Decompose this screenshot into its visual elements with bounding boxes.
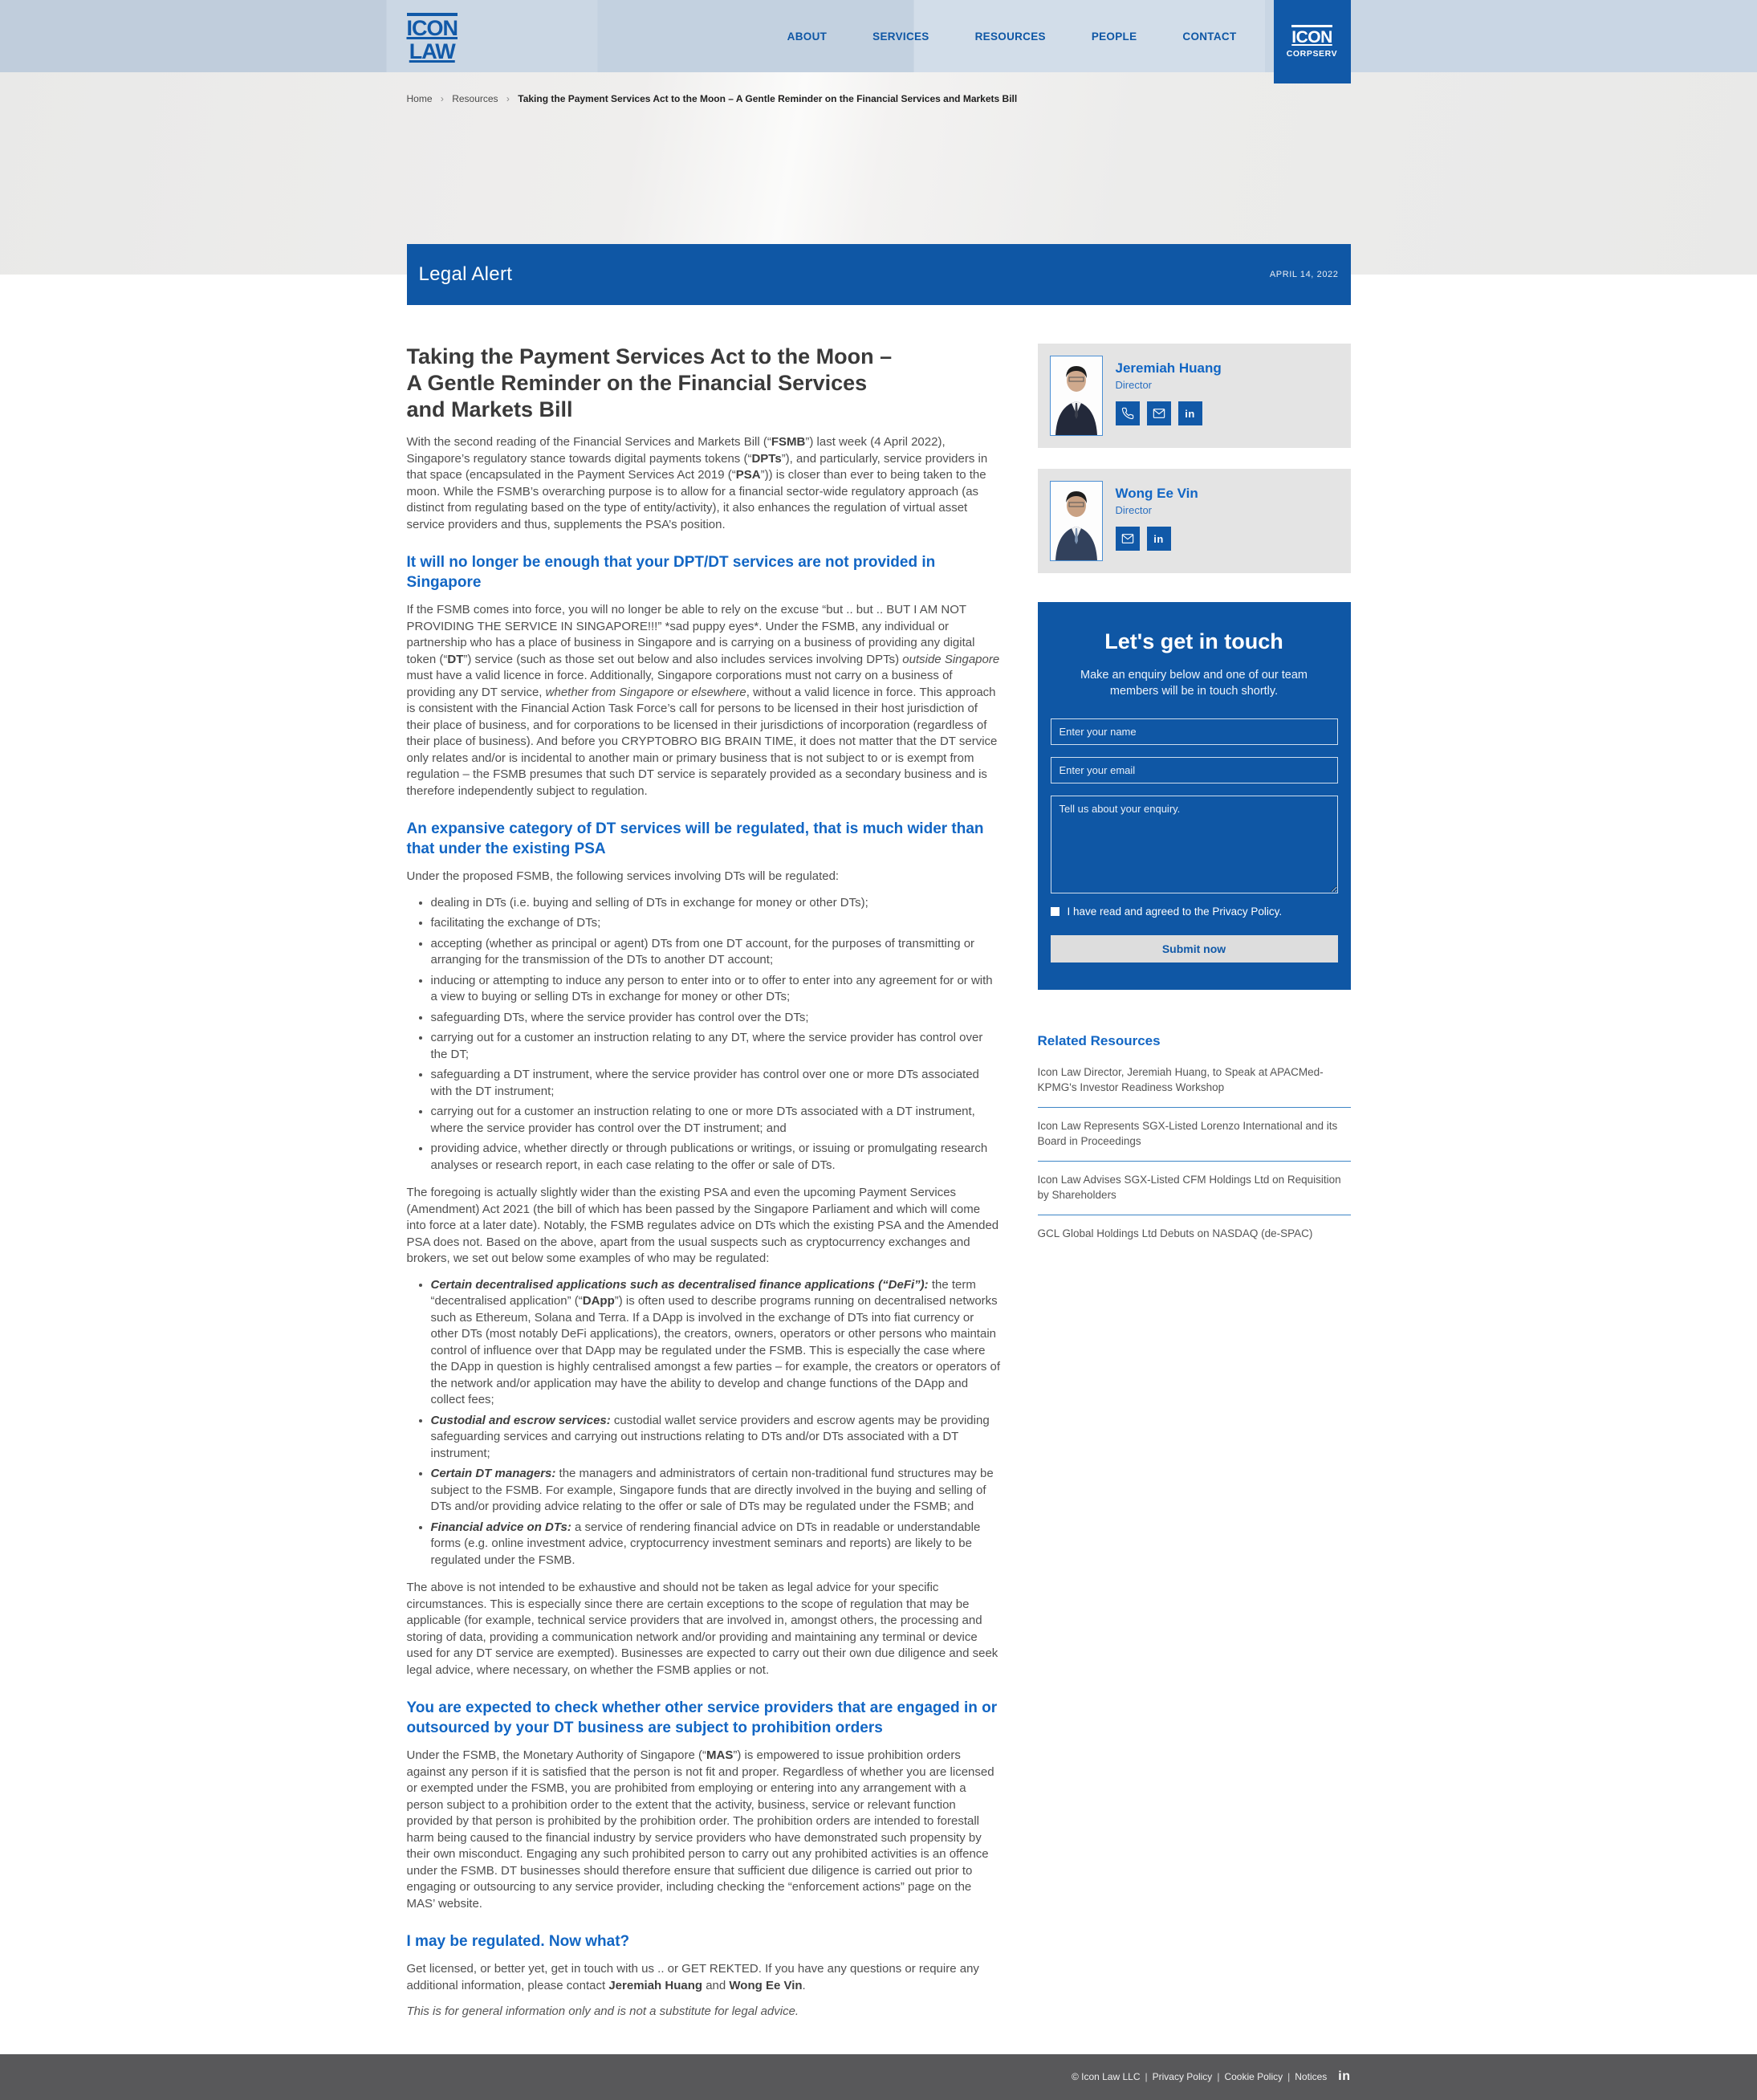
footer-link-notices[interactable]: | Notices: [1283, 2071, 1327, 2082]
related-resource-link[interactable]: Icon Law Advises SGX-Listed CFM Holdings Ltd on Requisition by Shareholders: [1038, 1162, 1351, 1215]
main-nav: [787, 31, 1237, 43]
list-item: • Certain DT managers: the managers and administrators of certain non-traditional fund structures may be subject to the FSMB. For example, Singapore funds that are directly involved in the buying and selling of DTs and/or providing advice relating to the offer or sale of DTs may be regulated under the FSMB; and: [431, 1466, 1003, 1516]
article-paragraph: With the second reading of the Financial Services and Markets Bill (“FSMB”) last week (4 April 2022), Singapore’s regulatory stance towards digital payments tokens (“DPTs”), and particularly, service providers in that space (encapsulated in the Payment Services Act 2019 (“PSA”)) is closer than ever to being taken to the moon. While the FSMB’s overarching purpose is to allow for a financial sector-wide regulatory approach (as distinct from regulating based on the type of entity/activity), it also enhances the regulation of virtual asset service providers and thus, supplements the PSA’s position.: [406, 435, 988, 531]
contact-form-subtitle: Make an enquiry below and one of our team members will be in touch shortly.: [1080, 669, 1308, 698]
sidebar: [1038, 344, 1351, 2030]
list-item: • safeguarding a DT instrument, where the service provider has control over one or more DTs associated with the DT instrument;: [431, 1067, 1003, 1100]
linkedin-icon[interactable]: in: [1338, 2069, 1351, 2083]
dt-services-list: [407, 895, 1003, 1174]
footer-link-cookie-policy[interactable]: | Cookie Policy: [1212, 2071, 1283, 2082]
article-date: APRIL 14, 2022: [1269, 270, 1339, 279]
person-name[interactable]: Jeremiah Huang: [1115, 360, 1222, 376]
breadcrumb-home[interactable]: Home: [406, 93, 433, 104]
article-title: Taking the Payment Services Act to the Moon – A Gentle Reminder on the Financial Services and Markets Bill: [406, 344, 893, 421]
breadcrumb-separator: ›: [506, 93, 510, 104]
email-icon[interactable]: [1147, 401, 1171, 425]
section-heading-3: You are expected to check whether other service providers that are engaged in or outsourced by your DT business are subject to prohibition orders: [406, 1699, 998, 1736]
email-input[interactable]: [1051, 757, 1338, 783]
person-card-wong-ee-vin: [1038, 469, 1351, 573]
phone-icon[interactable]: [1116, 401, 1140, 425]
person-title: Director: [1115, 379, 1153, 391]
related-resource-link[interactable]: Icon Law Director, Jeremiah Huang, to Speak at APACMed-KPMG's Investor Readiness Workshop: [1038, 1054, 1351, 1108]
submit-button[interactable]: Submit now: [1051, 935, 1338, 962]
site-footer: [0, 2054, 1757, 2100]
nav-item-about[interactable]: ABOUT: [787, 30, 828, 43]
breadcrumb-resources[interactable]: Resources: [452, 93, 498, 104]
logo-line-2: LAW: [409, 39, 455, 63]
article-paragraph: The above is not intended to be exhaustive and should not be taken as legal advice for your specific circumstances. This is especially since there are certain exceptions to the scope of regulation that may be applicable (for example, technical service providers that are involved in, amongst others, the processing and storing of data, providing a communication network and/or providing and maintaining any terminal or device used for any DT service are exempted). Businesses are expected to carry out their own due diligence and seek legal advice, where necessary, on whether the FSMB applies or not.: [406, 1581, 998, 1677]
list-item: • inducing or attempting to induce any person to enter into or to offer to enter into any agreement for or with a view to buying or selling DTs in exchange for money or other DTs;: [431, 973, 1003, 1006]
legal-alert-banner: [407, 244, 1351, 305]
article-paragraph: If the FSMB comes into force, you will no longer be able to rely on the excuse “but .. but .. BUT I AM NOT PROVIDING THE SERVICE IN SINGAPORE!!!” *sad puppy eyes*. Under the FSMB, any individual or partnership who has a place of business in Singapore and is carrying on a business of providing any digital token (“DT”) service (such as those set out below and also includes services involving DPTs) outside Singapore must have a valid licence in force. Additionally, Singapore corporations must not carry on a business of providing any DT service, whether from Singapore or elsewhere, without a valid licence in force. This approach is consistent with the Financial Action Task Force’s call for persons to be licensed in their host jurisdiction of their place of business, and for corporations to be licensed in their jurisdictions of incorporation (regardless of their place of business). And before you CRYPTOBRO BIG BRAIN TIME, it does not matter that the DT service only relates and/or is incidental to another main or primary business that is not subject to or is exempt from regulation – the FSMB presumes that such DT service is separately provided as a secondary business and is therefore independently subject to regulation.: [406, 603, 1000, 798]
person-info: [1116, 356, 1222, 436]
article: [407, 344, 1003, 2030]
related-resource-link[interactable]: Icon Law Represents SGX-Listed Lorenzo International and its Board in Proceedings: [1038, 1108, 1351, 1162]
inline-contact-link[interactable]: Wong Ee Vin: [729, 1978, 803, 1992]
list-item: • accepting (whether as principal or agent) DTs from one DT account, for the purposes of transmitting or arranging for the transmission of the DTs to another DT account;: [431, 936, 1003, 969]
person-name[interactable]: Wong Ee Vin: [1115, 486, 1198, 501]
list-item: • carrying out for a customer an instruction relating to any DT, where the service provider has control over the DT;: [431, 1030, 1003, 1063]
section-heading-2: An expansive category of DT services will be regulated, that is much wider than that under the existing PSA: [406, 820, 984, 857]
linkedin-icon[interactable]: [1147, 527, 1171, 551]
person-title: Director: [1115, 504, 1153, 516]
person-portrait-placeholder: [1051, 356, 1102, 435]
corpserv-line-1: ICON: [1291, 25, 1332, 47]
name-input[interactable]: [1051, 718, 1338, 745]
corpserv-line-2: CORPSERV: [1286, 49, 1338, 59]
privacy-policy-link[interactable]: Privacy Policy.: [1212, 906, 1283, 918]
related-resources: [1038, 1033, 1351, 1253]
related-resource-link[interactable]: GCL Global Holdings Ltd Debuts on NASDAQ (de-SPAC): [1037, 1227, 1313, 1239]
person-card-jeremiah-huang: [1038, 344, 1351, 448]
icon-law-logo[interactable]: [407, 13, 458, 62]
related-resources-heading: Related Resources: [1037, 1033, 1161, 1048]
article-category: Legal Alert: [418, 263, 513, 285]
footer-links: [1072, 2071, 1327, 2082]
breadcrumb-current: Taking the Payment Services Act to the Moon – A Gentle Reminder on the Financial Services and Markets Bill: [518, 93, 1018, 104]
email-icon[interactable]: [1116, 527, 1140, 551]
section-heading-4: I may be regulated. Now what?: [406, 1933, 630, 1950]
linkedin-glyph: in: [1185, 407, 1195, 420]
article-paragraph: Under the FSMB, the Monetary Authority of Singapore (“MAS”) is empowered to issue prohibition orders against any person if it is satisfied that the person is not fit and proper. Regardless of whether you are licensed or exempted under the FSMB, you are prohibited from employing or entering into any arrangement with a person subject to a prohibition order to the extent that the activity, business, service or relevant function provided by that person is prohibited by the prohibition order. The prohibition orders are intended to forestall harm being caused to the financial industry by service providers who have demonstrated such propensity by their own misconduct. Engaging any such prohibited person to carry out any prohibited activities is an offence under the FSMB. DT businesses should therefore ensure that sufficient due diligence is carried out prior to engaging or outsourcing to any service provider, including checking the “enforcement actions” page on the MAS’ website.: [406, 1748, 994, 1911]
enquiry-textarea[interactable]: [1051, 796, 1338, 893]
nav-item-contact[interactable]: CONTACT: [1182, 30, 1237, 43]
privacy-label-text: I have read and agreed to the: [1067, 906, 1210, 918]
list-item: • facilitating the exchange of DTs;: [431, 915, 1003, 932]
person-contact-icons: [1116, 401, 1222, 425]
main-content: [407, 275, 1351, 2030]
breadcrumb: [407, 93, 1018, 104]
list-item: • Certain decentralised applications such as decentralised finance applications (“DeFi”): the term “decentralised application” (“DApp”) is often used to describe programs running on decentralised networks such as Ethereum, Solana and Terra. If a DApp is involved in the exchange of DTs into fiat currency or other DTs (most notably DeFi applications), the creators, owners, operators or other persons who maintain control of influence over that DApp may be regulated under the FSMB. This is especially the case where the DApp in question is highly centralised amongst a few parties – for example, the creators or operators of the network and/or application may have the ability to develop and change functions of the DApp and collect fees;: [431, 1277, 1003, 1409]
hero-banner: [0, 72, 1757, 285]
article-paragraph: Under the proposed FSMB, the following services involving DTs will be regulated:: [406, 869, 840, 883]
person-info: [1116, 481, 1198, 561]
inline-contact-link[interactable]: Jeremiah Huang: [608, 1978, 703, 1992]
contact-form: [1038, 602, 1351, 990]
contact-form-title: Let's get in touch: [1104, 629, 1283, 653]
footer-copyright: © Icon Law LLC: [1071, 2071, 1141, 2082]
privacy-label: [1068, 906, 1283, 918]
nav-item-resources[interactable]: RESOURCES: [974, 30, 1046, 43]
icon-corpserv-logo[interactable]: [1274, 0, 1351, 83]
logo-line-1: ICON: [406, 16, 458, 41]
article-paragraph: The foregoing is actually slightly wider than the existing PSA and even the upcoming Payment Services (Amendment) Act 2021 (the bill of which has been passed by the Singapore Parliament and which will come into force at a later date). Notably, the FSMB regulates advice on DTs which the existing PSA and the Amended PSA does not. Based on the above, apart from the usual suspects such as cryptocurrency exchanges and brokers, we set out below some examples of who may be regulated:: [406, 1186, 999, 1265]
person-photo[interactable]: [1050, 356, 1103, 436]
article-paragraph: Get licensed, or better yet, get in touch with us .. or GET REKTED. If you have any questions or require any additional information, please contact Jeremiah Huang and Wong Ee Vin.: [406, 1962, 979, 1992]
list-item: • Custodial and escrow services: custodial wallet service providers and escrow agents may be providing safeguarding services and carrying out instructions relating to DTs and/or DTs associated with a DT instrument;: [431, 1413, 1003, 1463]
list-item: • providing advice, whether directly or through publications or writings, or issuing or promulgating research analyses or research report, in each case relating to the offer or sale of DTs.: [431, 1141, 1003, 1174]
linkedin-glyph: in: [1153, 532, 1164, 545]
breadcrumb-separator: ›: [440, 93, 444, 104]
list-item: • carrying out for a customer an instruction relating to one or more DTs associated with a DT instrument, where the service provider has control over the DT instrument; and: [431, 1104, 1003, 1137]
person-contact-icons: [1116, 527, 1198, 551]
privacy-consent-row: [1051, 906, 1338, 918]
nav-item-services[interactable]: SERVICES: [872, 30, 929, 43]
article-disclaimer: This is for general information only and is not a substitute for legal advice.: [406, 2004, 799, 2018]
privacy-checkbox[interactable]: [1051, 907, 1059, 916]
list-item: • dealing in DTs (i.e. buying and selling of DTs in exchange for money or other DTs);: [431, 895, 1003, 912]
nav-item-people[interactable]: PEOPLE: [1091, 30, 1137, 43]
regulated-examples-list: [407, 1277, 1003, 1569]
person-photo[interactable]: [1050, 481, 1103, 561]
footer-link-privacy-policy[interactable]: | Privacy Policy: [1141, 2071, 1213, 2082]
person-portrait-placeholder: [1051, 482, 1102, 560]
list-item: • safeguarding DTs, where the service provider has control over the DTs;: [431, 1010, 1003, 1027]
list-item: • Financial advice on DTs: a service of rendering financial advice on DTs in readable or understandable forms (e.g. online investment advice, cryptocurrency investment seminars and reports) are likely to be regulated under the FSMB.: [431, 1520, 1003, 1569]
section-heading-1: It will no longer be enough that your DPT/DT services are not provided in Singapore: [406, 554, 936, 591]
site-header: [0, 0, 1757, 72]
linkedin-icon[interactable]: [1178, 401, 1202, 425]
